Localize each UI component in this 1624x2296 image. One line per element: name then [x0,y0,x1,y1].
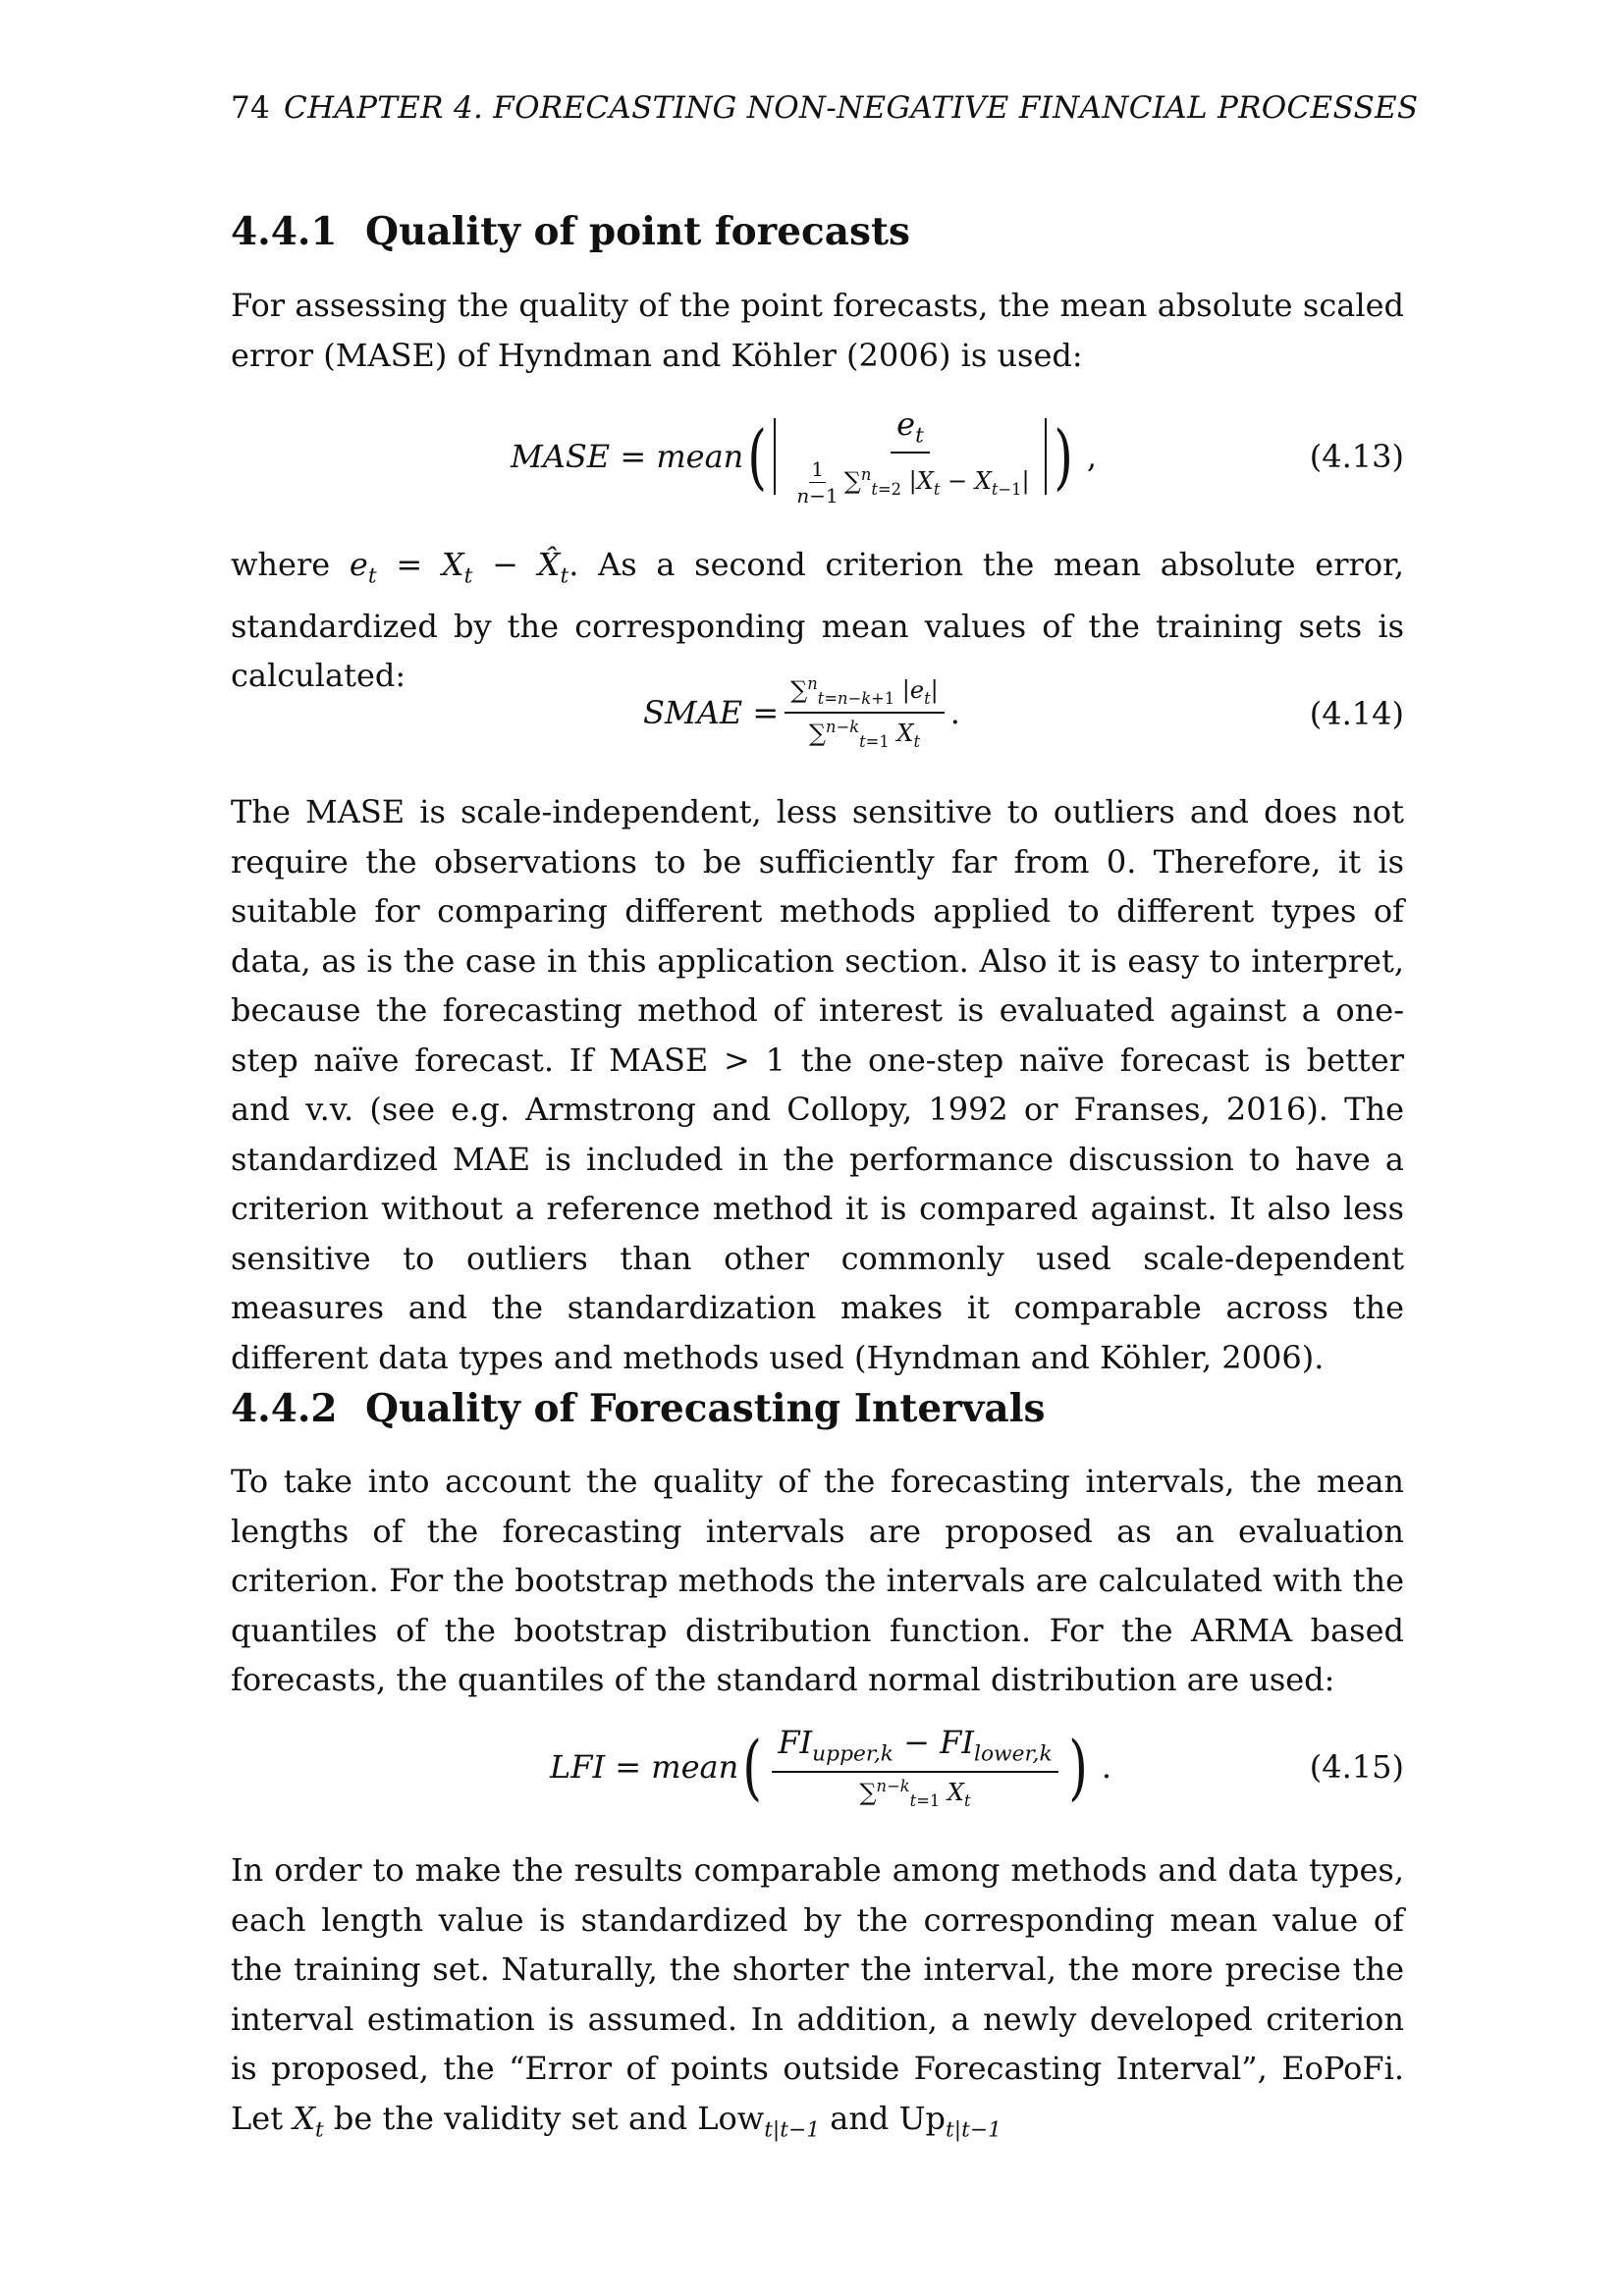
paragraph-mase-discussion [231,787,1404,1382]
section-title: Quality of Forecasting Intervals [365,1386,1046,1431]
paragraph-text: In order to make the results comparable among methods and data types, each length value is standardized by the corresponding mean value of the training set. Naturally, the shorter the interval, the more precise the interval estimation is assumed. In addition, a newly developed criterion is proposed, the “Error of points outside Forecasting Interval”, EoPoFi. Let [231,1851,1404,2137]
equation-body: LFI = mean ( $\frac{FI_{upper,k} - FI_{lower,k}}{\sum^{n-k}_{t=1} X_t}$ ) . [550,1724,1112,1810]
paragraph-text: For assessing the quality of the point forecasts, the mean absolute scaled error (MASE) of Hyndman and Köhler (2006) is used: [231,287,1404,374]
equation-4-13 [231,402,1404,510]
equation-number: (4.15) [1309,1748,1404,1786]
running-head [231,90,1419,126]
section-title: Quality of point forecasts [365,209,910,254]
paragraph-where: where $e_t = X_t$ − $X̂_t$. As a second criterion the mean absolute error, standardized by the corresponding mean values of the training sets is calculated: [231,546,1405,695]
section-number: 4.4.2 [231,1386,338,1431]
section-number: 4.4.1 [231,209,338,254]
equation-4-14 [231,664,1404,762]
section-heading-4-4-1 [231,209,910,254]
paragraph-standardization: In order to make the results comparable among methods and data types, each length value is standardized by the corresponding mean value of the training set. Naturally, the shorter the interval, the more precise the interval estimation is assumed. In addition, a newly developed criterion is proposed, the “Error of points outside Forecasting Interval”, EoPoFi. Let $X_t$ be the validity set and Low$_{t|t-1}$ and $Up_{t|t-1}$ [231,1851,1404,2142]
where-label: where [231,546,331,583]
equation-4-15 [231,1713,1404,1821]
paragraph-mase-intro [231,281,1404,380]
paragraph-text: As a second criterion the mean absolute error, standardized by the corresponding mean values of the training sets is calculated: [231,546,1405,695]
equation-number: (4.13) [1309,438,1404,475]
paragraph-text-continued: be the validity set and Low [333,2099,765,2137]
equation-number: (4.14) [1309,695,1404,732]
paragraph-intervals-intro [231,1457,1404,1705]
paragraph-text: To take into account the quality of the forecasting intervals, the mean lengths of the forecasting intervals are proposed as an evaluation criterion. For the bootstrap methods the intervals are calculated with the quantiles of the bootstrap distribution function. For the ARMA based forecasts, the quantiles of the standard normal distribution are used: [231,1463,1404,1698]
chapter-title: CHAPTER 4. FORECASTING NON-NEGATIVE FINANCIAL PROCESSES [284,90,1419,126]
section-heading-4-4-2 [231,1386,1045,1431]
equation-body: SMAE = $\frac{\sum^n_{t=n-k+1} |e_t|}{\sum^{n-k}_{t=1} X_t}$ . [643,674,960,751]
equation-body: MASE = mean ( $e_t$ $\frac{1}{n-1}$ ∑$^n_{t=2}$ $|X_t - X_{t-1}|$ ) , [511,404,1097,508]
page-number: 74 [231,90,271,126]
paragraph-text: The MASE is scale-independent, less sensitive to outliers and does not require the observations to be sufficiently far from 0. Therefore, it is suitable for comparing different methods applied to different types of data, as is the case in this application section. Also it is easy to interpret, because the forecasting method of interest is evaluated against a one-step naïve forecast. If MASE > 1 the one-step naïve forecast is better and v.v. (see e.g. Armstrong and Collopy, 1992 or Franses, 2016). The standardized MAE is included in the performance discussion to have a criterion without a reference method it is compared against. It also less sensitive to outliers than other commonly used scale-dependent measures and the standardization makes it comparable across the different data types and methods used (Hyndman and Köhler, 2006). [231,793,1404,1376]
paragraph-text-and: and Up [830,2099,947,2137]
